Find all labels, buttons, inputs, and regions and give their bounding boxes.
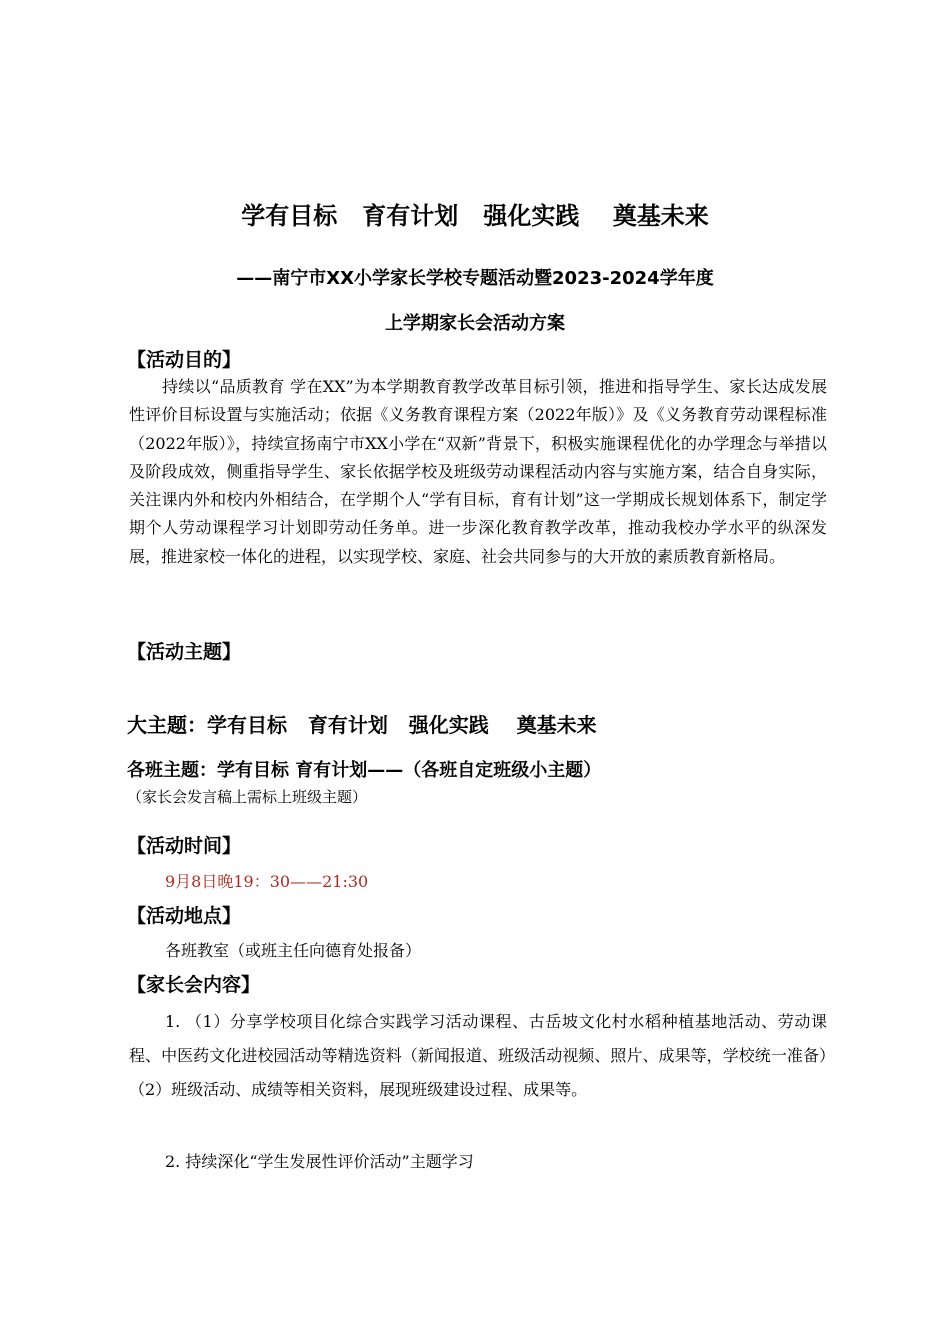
location-value: 各班教室（或班主任向德育处报备）	[165, 941, 422, 960]
theme-heading: 【活动主题】	[127, 641, 242, 663]
content-item-1: 1. （1）分享学校项目化综合实践学习活动课程、古岳坡文化村水稻种植基地活动、劳动课程、中医药文化进校园活动等精选资料（新闻报道、班级活动视频、照片、成果等，学校统一准备）（2）班级活动、成绩等相关资料，展现班级建设过程、成果等。	[129, 1012, 827, 1099]
purpose-heading: 【活动目的】	[127, 349, 242, 371]
time-value: 9月8日晚19：30——21:30	[165, 872, 369, 891]
document-subtitle-line1: ——南宁市XX小学家长学校专题活动暨2023-2024学年度	[236, 268, 714, 289]
time-heading: 【活动时间】	[127, 835, 242, 857]
purpose-paragraph: 持续以“品质教育 学在XX”为本学期教育教学改革目标引领，推进和指导学生、家长达成发展性评价目标设置与实施活动；依据《义务教育课程方案（2022年版）》及《义务教育劳动课程标准（2022年版）》，持续宣扬南宁市XX小学在“双新”背景下，积极实施课程优化的办学理念与举措以及阶段成效，侧重指导学生、家长依据学校及班级劳动课程活动内容与实施方案，结合自身实际，关注课内外和校内外相结合，在学期个人“学有目标，育有计划”这一学期成长规划体系下，制定学期个人劳动课程学习计划即劳动任务单。进一步深化教育教学改革，推动我校办学水平的纵深发展，推进家校一体化的进程，以实现学校、家庭、社会共同参与的大开放的素质教育新格局。	[129, 377, 827, 566]
document-subtitle-line2: 上学期家长会活动方案	[385, 313, 565, 334]
main-theme: 大主题：学有目标 育有计划 强化实践 奠基未来	[127, 713, 597, 737]
document-title: 学有目标 育有计划 强化实践 奠基未来	[241, 202, 709, 230]
content-item-2: 2. 持续深化“学生发展性评价活动”主题学习	[165, 1152, 474, 1171]
location-heading: 【活动地点】	[127, 905, 242, 927]
class-theme	[127, 758, 827, 810]
class-theme-note: （家长会发言稿上需标上班级主题）	[127, 788, 368, 806]
content-heading: 【家长会内容】	[127, 974, 261, 996]
class-theme-lead: 各班主题：学有目标 育有计划——（各班自定班级小主题）	[127, 760, 602, 781]
